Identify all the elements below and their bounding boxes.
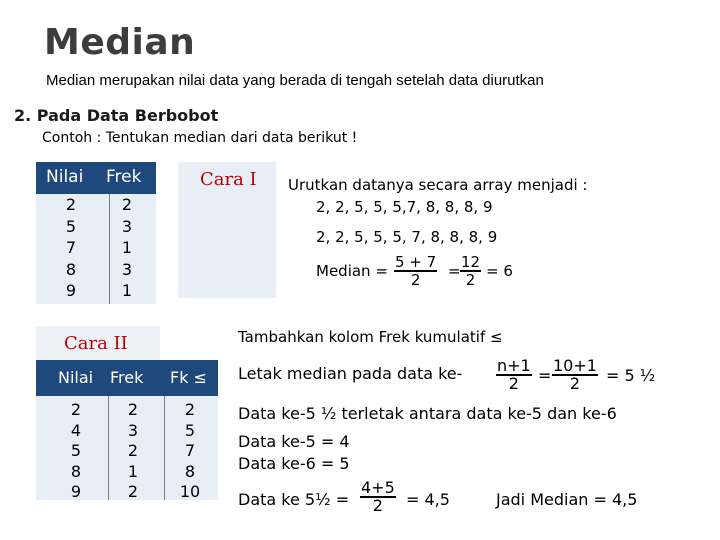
nilai-column	[36, 194, 106, 302]
conclusion: Jadi Median = 4,5	[496, 490, 638, 509]
table-cell: 2	[127, 441, 139, 460]
position-fraction	[496, 358, 532, 392]
column-divider	[108, 396, 109, 500]
cara-1-box	[178, 162, 276, 298]
sorted-data-1: 2, 2, 5, 5, 5,7, 8, 8, 8, 9	[316, 198, 493, 216]
definition-text: Median merupakan nilai data yang berada di tengah setelah data diurutkan	[46, 72, 544, 89]
table-cell: 2	[127, 400, 139, 419]
median-fraction-2	[460, 254, 481, 288]
denominator: 2	[372, 496, 383, 515]
table-cell: 2	[70, 400, 82, 419]
denominator: 2	[569, 374, 581, 393]
nilai-column	[56, 400, 96, 503]
table-cell: 8	[65, 259, 77, 279]
numerator: 4+5	[361, 478, 395, 497]
column-divider	[164, 396, 165, 500]
frek-column	[110, 194, 144, 302]
header-frek: Frek	[106, 167, 142, 187]
median-position-text: Letak median pada data ke-	[238, 364, 463, 383]
table-cell: 7	[65, 238, 77, 257]
sorted-data-2: 2, 2, 5, 5, 5, 7, 8, 8, 8, 9	[316, 228, 498, 246]
numerator: n+1	[497, 356, 531, 375]
table-cell: 2	[65, 195, 77, 214]
median-label: Median =	[316, 262, 388, 280]
example-prompt: Contoh : Tentukan median dari data berikut !	[42, 130, 358, 146]
cara-1-label: Cara I	[200, 169, 257, 190]
table-cell: 5	[184, 420, 196, 440]
numerator: 10+1	[553, 356, 597, 375]
table-header	[36, 162, 156, 194]
numerator: 5 + 7	[395, 253, 437, 271]
cara-2-label: Cara II	[64, 333, 128, 354]
table-cell: 2	[127, 482, 139, 501]
header-nilai: Nilai	[58, 368, 94, 387]
table-cell: 2	[184, 400, 196, 419]
frek-column	[114, 400, 152, 503]
table-cell: 5	[70, 441, 82, 460]
table-cell: 7	[184, 441, 196, 460]
equals-sign: =	[538, 366, 552, 385]
table-cell: 1	[127, 461, 139, 481]
table-cell: 9	[65, 281, 77, 300]
equals-sign: =	[448, 262, 461, 280]
explanation-line-2: Data ke-5 = 4	[238, 432, 350, 451]
data-ke-fraction	[360, 480, 396, 514]
table-cell: 3	[127, 420, 139, 440]
cumulative-instruction: Tambahkan kolom Frek kumulatif ≤	[238, 328, 503, 346]
position-fraction-2	[552, 358, 598, 392]
table-cell: 8	[70, 461, 82, 481]
data-table-1	[36, 162, 156, 304]
median-fraction-1	[394, 254, 437, 288]
numerator: 12	[461, 253, 481, 271]
page-title: Median	[44, 22, 196, 63]
explanation-line-3: Data ke-6 = 5	[238, 454, 350, 473]
header-frek: Frek	[110, 368, 144, 387]
header-fk: Fk ≤	[170, 368, 207, 387]
data-ke-label: Data ke 5½ =	[238, 490, 350, 509]
denominator: 2	[410, 271, 421, 289]
denominator: 2	[465, 271, 476, 289]
data-ke-result: = 4,5	[406, 490, 450, 509]
table-cell: 3	[121, 259, 133, 279]
median-result: = 6	[486, 262, 513, 280]
table-cell: 1	[121, 281, 133, 300]
table-cell: 4	[70, 420, 82, 440]
data-table-2	[36, 360, 218, 500]
table-cell: 9	[70, 482, 82, 501]
table-header	[36, 360, 218, 396]
table-cell: 1	[121, 238, 133, 257]
sort-instruction: Urutkan datanya secara array menjadi :	[288, 176, 588, 194]
table-cell: 5	[65, 216, 77, 236]
section-heading: 2. Pada Data Berbobot	[14, 106, 219, 125]
denominator: 2	[508, 374, 519, 393]
header-nilai: Nilai	[46, 167, 84, 187]
fk-column	[170, 400, 210, 503]
table-cell: 2	[121, 195, 133, 214]
explanation-line-1: Data ke-5 ½ terletak antara data ke-5 dan ke-6	[238, 404, 617, 423]
position-result: = 5 ½	[606, 366, 656, 385]
table-cell: 10	[179, 482, 201, 501]
table-cell: 8	[184, 461, 196, 481]
table-cell: 3	[121, 216, 133, 236]
